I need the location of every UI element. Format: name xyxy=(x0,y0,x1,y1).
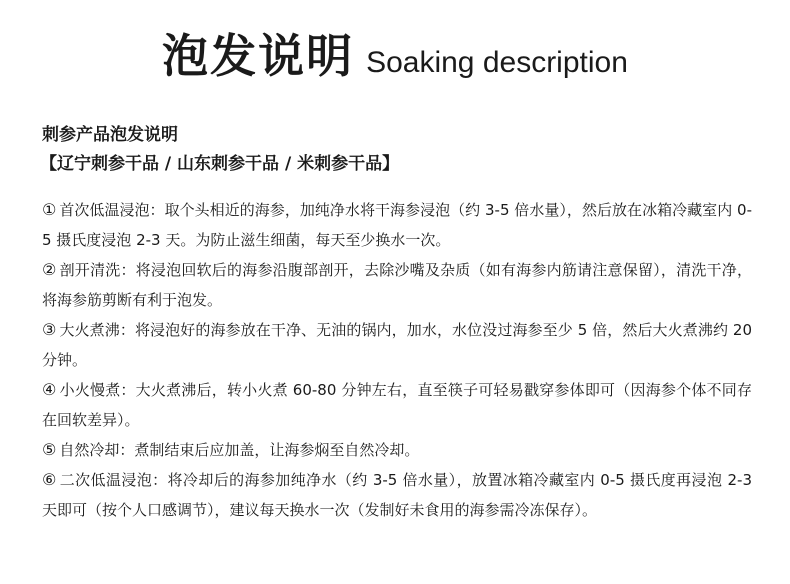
product-origins: 【辽宁刺参干品 / 山东刺参干品 / 米刺参干品】 xyxy=(40,154,400,174)
step-4 xyxy=(42,375,752,435)
step-1 xyxy=(42,195,752,255)
step-text: 小火慢煮：大火煮沸后，转小火煮 60-80 分钟左右，直至筷子可轻易戳穿参体即可（因海参个体不同存在回软差异）。 xyxy=(42,381,752,429)
step-2 xyxy=(42,255,752,315)
step-number: ④ xyxy=(42,380,57,399)
page-title: 泡发说明 xyxy=(162,29,355,83)
step-number: ③ xyxy=(42,320,57,339)
step-text: 剖开清洗：将浸泡回软后的海参沿腹部剖开，去除沙嘴及杂质（如有海参内筋请注意保留），清洗干净，将海参筋剪断有利于泡发。 xyxy=(42,261,753,309)
step-number: ② xyxy=(42,260,57,279)
step-number: ⑥ xyxy=(42,470,57,489)
page-title-english: Soaking description xyxy=(366,46,628,79)
step-6 xyxy=(42,465,752,525)
page-header xyxy=(0,20,790,86)
step-number: ① xyxy=(42,200,57,219)
step-5 xyxy=(42,435,752,465)
step-text: 首次低温浸泡：取个头相近的海参，加纯净水将干海参浸泡（约 3-5 倍水量），然后放在冰箱冷藏室内 0-5 摄氏度浸泡 2-3 天。为防止滋生细菌，每天至少换水一次。 xyxy=(42,201,753,249)
step-3 xyxy=(42,315,752,375)
step-number: ⑤ xyxy=(42,440,57,459)
step-text: 自然冷却：煮制结束后应加盖，让海参焖至自然冷却。 xyxy=(59,441,420,459)
step-text: 大火煮沸：将浸泡好的海参放在干净、无油的锅内，加水，水位没过海参至少 5 倍，然后大火煮沸约 20 分钟。 xyxy=(42,321,752,369)
steps-list xyxy=(42,195,752,525)
step-text: 二次低温浸泡：将冷却后的海参加纯净水（约 3-5 倍水量），放置冰箱冷藏室内 0-5 摄氏度再浸泡 2-3 天即可（按个人口感调节），建议每天换水一次（发制好未食用的海参需冷冻保存）。 xyxy=(42,471,753,519)
section-heading: 刺参产品泡发说明 xyxy=(42,125,178,145)
